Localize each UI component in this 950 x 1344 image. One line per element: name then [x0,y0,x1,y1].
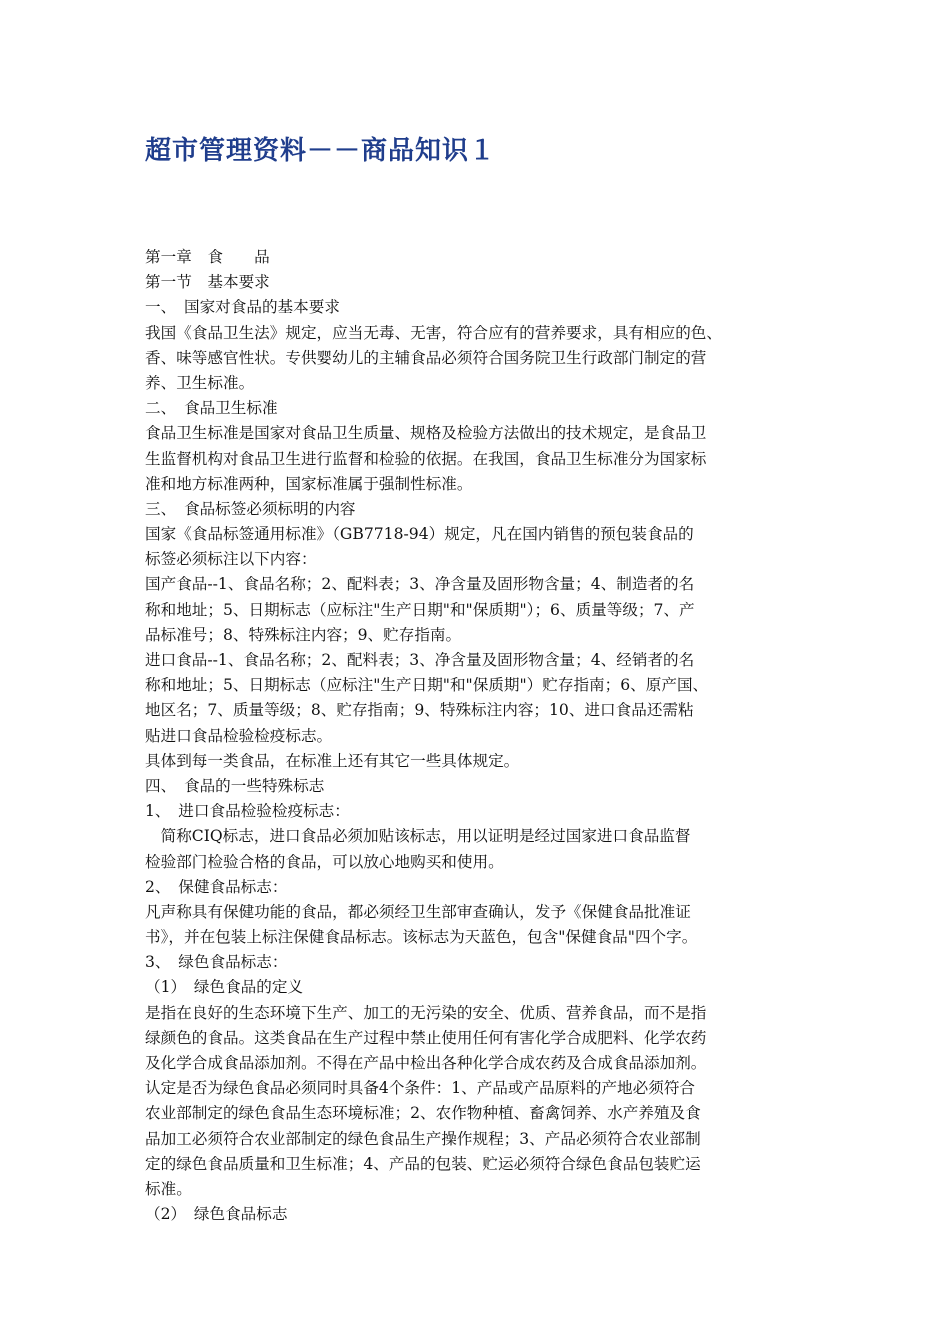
text-line: 第一章 食 品 [145,248,270,266]
text-line: 品标准号；8、特殊标注内容；9、贮存指南。 [145,625,462,644]
text-line: 定的绿色食品质量和卫生标准；4、产品的包装、贮运必须符合绿色食品包装贮运 [145,1154,701,1173]
text-line: 2、 保健食品标志： [145,877,288,896]
text-line: 绿颜色的食品。这类食品在生产过程中禁止使用任何有害化学合成肥料、化学农药 [145,1028,707,1047]
text-line: 香、味等感官性状。专供婴幼儿的主辅食品必须符合国务院卫生行政部门制定的营 [145,348,707,367]
text-line: 称和地址；5、日期标志（应标注"生产日期"和"保质期"）；6、质量等级；7、产 [145,600,695,619]
text-line: 四、 食品的一些特殊标志 [145,776,325,795]
text-line: 1、 进口食品检验检疫标志： [145,802,350,821]
text-line: 检验部门检验合格的食品，可以放心地购买和使用。 [145,852,504,871]
text-line: 认定是否为绿色食品必须同时具备4个条件：1、产品或产品原料的产地必须符合 [145,1079,696,1098]
document-title: 超市管理资料－－商品知识１ [145,136,497,166]
text-line: 品加工必须符合农业部制定的绿色食品生产操作规程；3、产品必须符合农业部制 [145,1129,701,1148]
text-line: 生监督机构对食品卫生进行监督和检验的依据。在我国，食品卫生标准分为国家标 [145,449,707,468]
text-line: 是指在良好的生态环境下生产、加工的无污染的安全、优质、营养食品，而不是指 [145,1003,707,1022]
text-line: 农业部制定的绿色食品生态环境标准；2、农作物种植、畜禽饲养、水产养殖及食 [145,1104,701,1123]
text-line: 标签必须标注以下内容： [145,550,317,569]
text-line: 具体到每一类食品，在标准上还有其它一些具体规定。 [145,751,520,770]
text-line: （2） 绿色食品标志 [145,1205,288,1224]
text-line: 称和地址；5、日期标志（应标注"生产日期"和"保质期"）贮存指南；6、原产国、 [145,676,709,695]
text-line: 地区名；7、质量等级；8、贮存指南；9、特殊标注内容；10、进口食品还需粘 [145,701,694,720]
text-line: 三、 食品标签必须标明的内容 [145,499,356,518]
text-line: 我国《食品卫生法》规定，应当无毒、无害，符合应有的营养要求，具有相应的色、 [145,323,722,342]
text-line: （1） 绿色食品的定义 [145,978,304,997]
text-line: 简称CIQ标志，进口食品必须加贴该标志，用以证明是经过国家进口食品监督 [145,827,691,846]
text-line: 贴进口食品检验检疫标志。 [145,726,333,745]
text-line: 凡声称具有保健功能的食品，都必须经卫生部审查确认，发予《保健食品批准证 [145,902,691,921]
text-line: 3、 绿色食品标志： [145,953,288,972]
text-line: 食品卫生标准是国家对食品卫生质量、规格及检验方法做出的技术规定，是食品卫 [145,424,707,443]
text-line: 及化学合成食品添加剂。不得在产品中检出各种化学合成农药及合成食品添加剂。 [145,1054,707,1072]
text-line: 书》，并在包装上标注保健食品标志。该标志为天蓝色，包含"保健食品"四个字。 [145,928,698,947]
text-line: 进口食品--1、食品名称；2、配料表；3、净含量及固形物含量；4、经销者的名 [145,651,695,669]
text-line: 二、 食品卫生标准 [145,399,278,418]
text-line: 国产食品--1、食品名称；2、配料表；3、净含量及固形物含量；4、制造者的名 [145,575,695,594]
text-line: 标准。 [145,1179,192,1198]
text-line: 养、卫生标准。 [145,373,255,392]
document-body [145,245,815,1227]
text-line: 一、 国家对食品的基本要求 [145,298,340,317]
text-line: 国家《食品标签通用标准》（GB7718-94）规定，凡在国内销售的预包装食品的 [145,525,694,544]
text-line: 准和地方标准两种，国家标准属于强制性标准。 [145,474,473,493]
text-line: 第一节 基本要求 [145,273,270,292]
